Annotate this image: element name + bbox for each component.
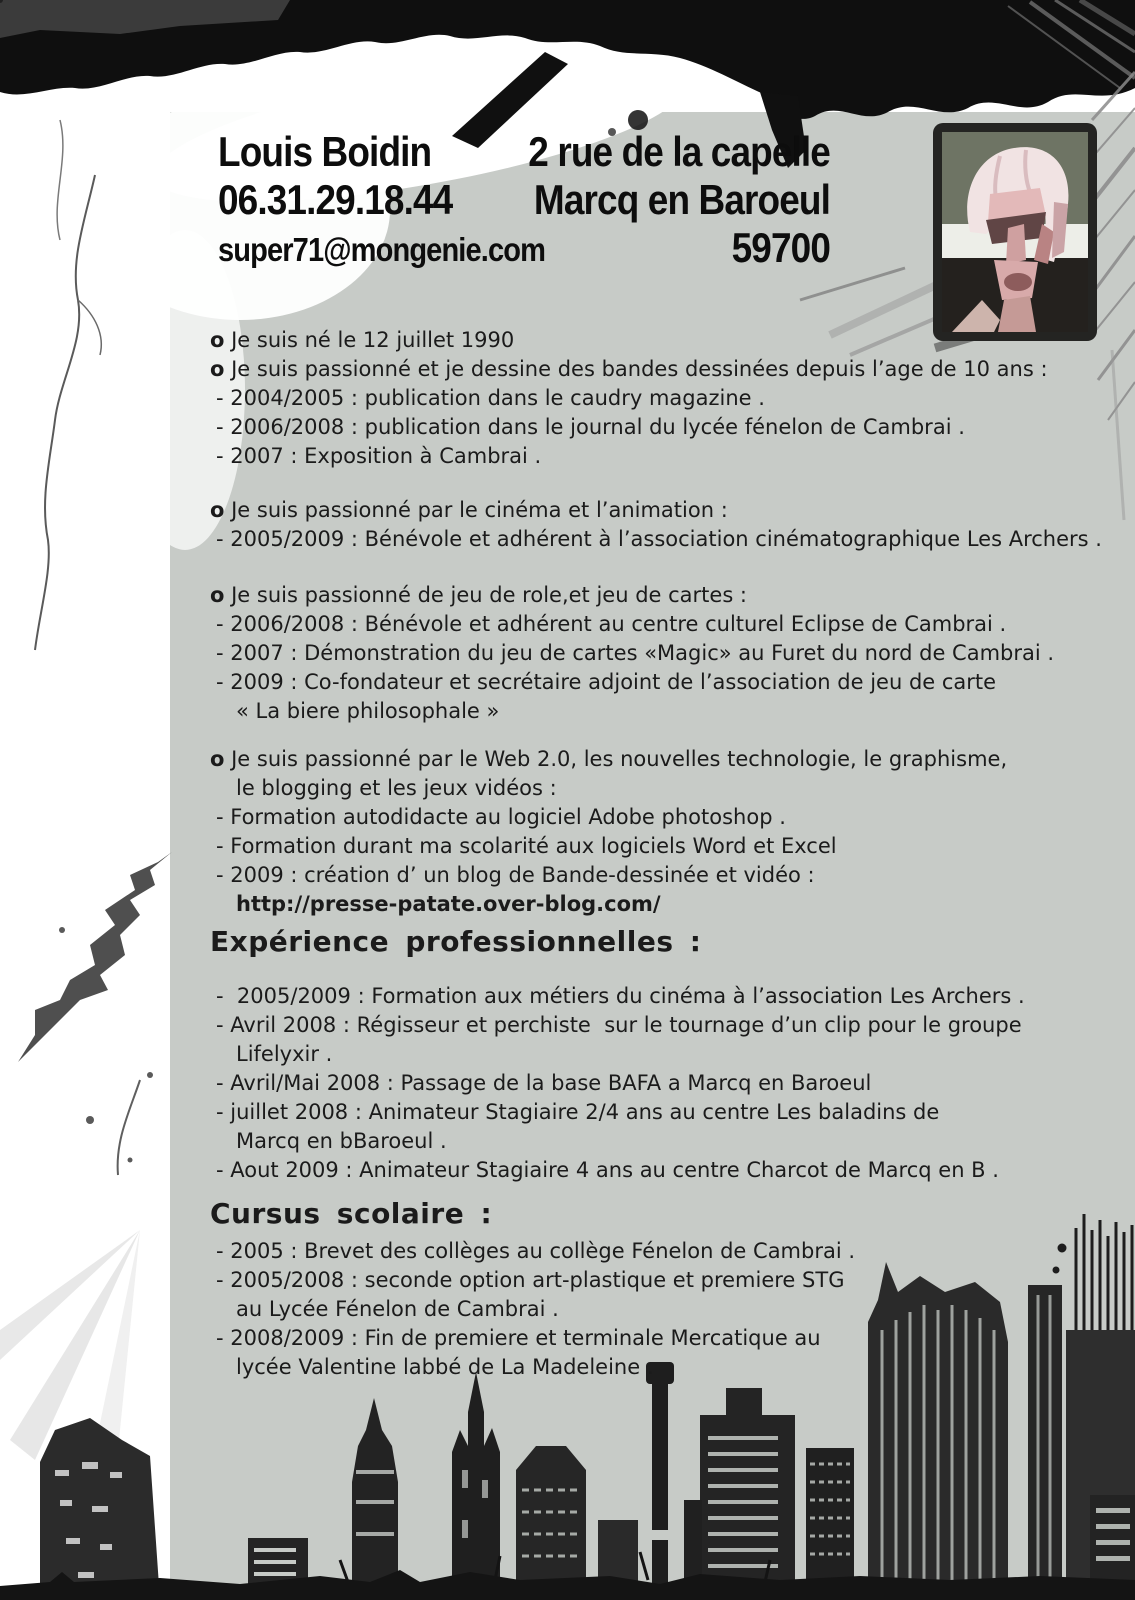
address-postcode: 59700: [731, 224, 830, 271]
section-experience: [210, 982, 1126, 1185]
resume-line: le blogging et les jeux vidéos :: [236, 776, 557, 800]
resume-line: - 2007 : Démonstration du jeu de cartes «Magic» au Furet du nord de Cambrai .: [216, 641, 1055, 665]
resume-line: « La biere philosophale »: [236, 699, 500, 723]
resume-line: - Aout 2009 : Animateur Stagiaire 4 ans au centre Charcot de Marcq en B .: [216, 1158, 999, 1182]
section-intro: [210, 326, 1126, 471]
candidate-name: Louis Boidin: [218, 128, 432, 175]
section-cinema: [210, 496, 1126, 554]
resume-line: - 2009 : création d’ un blog de Bande-dessinée et vidéo :: [216, 863, 815, 887]
address-street: 2 rue de la capelle: [528, 128, 830, 175]
profile-photo: [933, 123, 1097, 341]
photo-portrait-art: [942, 132, 1088, 332]
resume-line: o Je suis né le 12 juillet 1990: [210, 328, 515, 352]
section-jeux: [210, 581, 1126, 726]
address-city: Marcq en Baroeul: [533, 176, 830, 223]
resume-line: Lifelyxir .: [236, 1042, 333, 1066]
resume-line: o Je suis passionné et je dessine des bandes dessinées depuis l’age de 10 ans :: [210, 357, 1048, 381]
cursus-heading: Cursus scolaire :: [210, 1197, 493, 1230]
resume-line: - 2007 : Exposition à Cambrai .: [216, 444, 542, 468]
resume-line: - 2005/2008 : seconde option art-plastique et premiere STG: [216, 1268, 845, 1292]
resume-line: - Formation autodidacte au logiciel Adobe photoshop .: [216, 805, 786, 829]
resume-line: Marcq en bBaroeul .: [236, 1129, 447, 1153]
resume-line: - 2006/2008 : Bénévole et adhérent au centre culturel Eclipse de Cambrai .: [216, 612, 1007, 636]
resume-line: o Je suis passionné par le cinéma et l’animation :: [210, 498, 728, 522]
section-web: [210, 745, 1126, 919]
resume-line: - 2005/2009 : Formation aux métiers du cinéma à l’association Les Archers .: [216, 984, 1025, 1008]
resume-line: - Avril 2008 : Régisseur et perchiste sur le tournage d’un clip pour le groupe: [216, 1013, 1022, 1037]
address-block: [469, 128, 830, 272]
resume-line: - 2005/2009 : Bénévole et adhérent à l’association cinématographique Les Archers .: [216, 527, 1102, 551]
resume-line: - juillet 2008 : Animateur Stagiaire 2/4 ans au centre Les baladins de: [216, 1100, 940, 1124]
resume-line: - 2005 : Brevet des collèges au collège Fénelon de Cambrai .: [216, 1239, 856, 1263]
experience-heading: Expérience professionnelles :: [210, 925, 702, 958]
resume-line: - 2008/2009 : Fin de premiere et terminale Mercatique au: [216, 1326, 821, 1350]
blog-url[interactable]: http://presse-patate.over-blog.com/: [236, 892, 661, 916]
section-cursus: [210, 1237, 1126, 1382]
resume-line: - Avril/Mai 2008 : Passage de la base BAFA a Marcq en Baroeul: [216, 1071, 872, 1095]
resume-line: - Formation durant ma scolarité aux logiciels Word et Excel: [216, 834, 837, 858]
resume-line: - 2004/2005 : publication dans le caudry magazine .: [216, 386, 765, 410]
resume-line: o Je suis passionné par le Web 2.0, les nouvelles technologie, le graphisme,: [210, 747, 1008, 771]
email-address[interactable]: super71@mongenie.com: [218, 231, 546, 268]
resume-line: lycée Valentine labbé de La Madeleine .: [236, 1355, 654, 1379]
resume-line: - 2006/2008 : publication dans le journal du lycée fénelon de Cambrai .: [216, 415, 965, 439]
resume-line: - 2009 : Co-fondateur et secrétaire adjoint de l’association de jeu de carte: [216, 670, 997, 694]
phone-number: 06.31.29.18.44: [218, 176, 453, 223]
resume-line: au Lycée Fénelon de Cambrai .: [236, 1297, 559, 1321]
resume-line: o Je suis passionné de jeu de role,et jeu de cartes :: [210, 583, 748, 607]
